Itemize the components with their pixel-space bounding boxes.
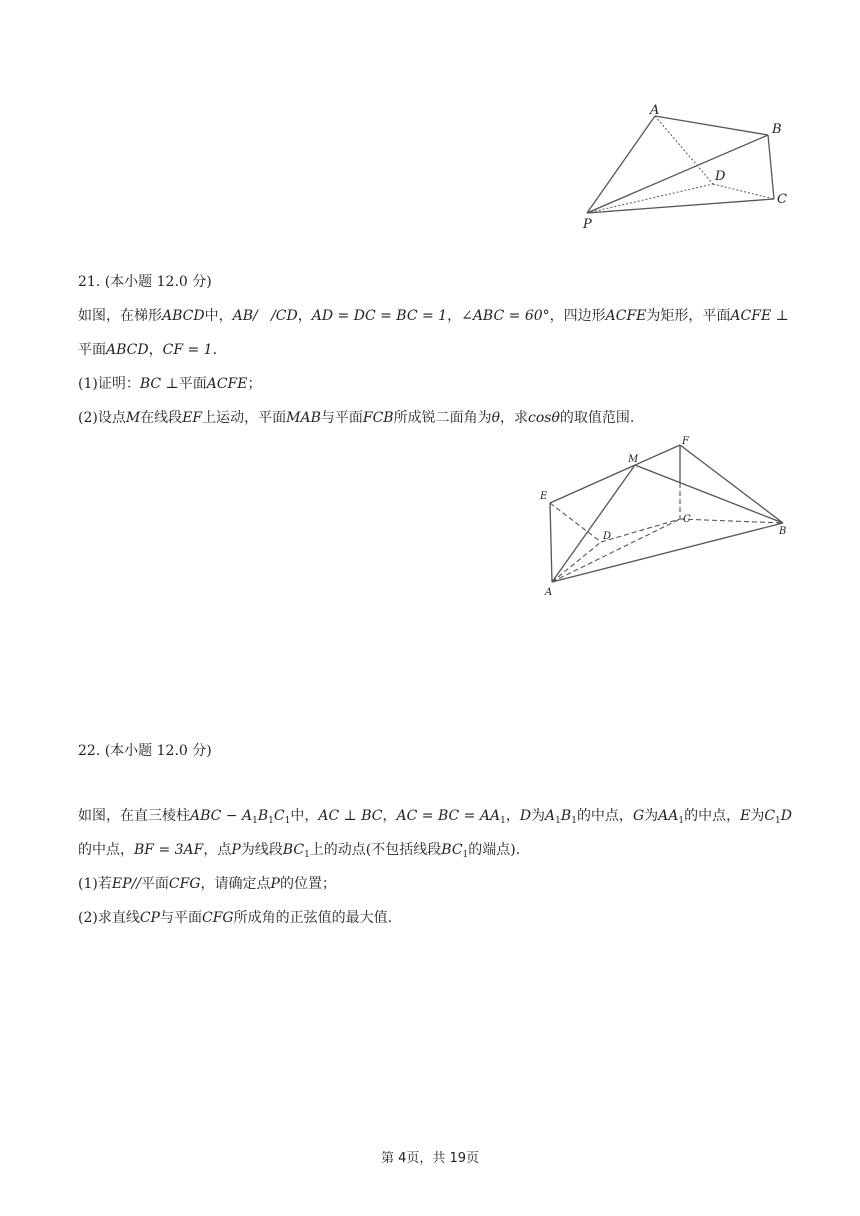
edge-ED	[550, 503, 601, 542]
label-A: A	[545, 587, 553, 598]
figure-pyramid	[570, 95, 800, 240]
q21-header: 21. (本小题 12.0 分)	[78, 274, 212, 290]
edge-AC	[552, 519, 680, 582]
q21-line2: 平面ABCD，CF = 1.	[78, 342, 218, 358]
edge-BC	[768, 135, 774, 199]
q22-part1: (1)若EP//平面CFG，请确定点P的位置；	[78, 876, 336, 892]
q22-line2: 的中点，BF = 3AF，点P为线段$BC_1$上的动点(不包括线段$BC_1$的端点).	[78, 842, 521, 860]
edge-CB	[680, 519, 783, 523]
edge-AB	[655, 116, 768, 135]
label-E: E	[540, 491, 548, 502]
label-A: A	[650, 103, 660, 118]
edge-FB	[680, 445, 783, 523]
edge-MB	[635, 465, 783, 523]
q22-header: 22. (本小题 12.0 分)	[78, 743, 212, 759]
label-M: M	[628, 454, 639, 465]
edge-DC	[713, 184, 774, 199]
label-F: F	[682, 436, 689, 447]
edge-EA	[550, 503, 552, 582]
q21-line1: 如图，在梯形ABCD中，AB/ /CD，AD = DC = BC = 1，∠ABC = 60°，四边形ACFE为矩形，平面ACFE ⊥	[78, 308, 789, 324]
label-D: D	[603, 531, 612, 542]
label-B: B	[779, 526, 787, 537]
label-C: C	[683, 514, 691, 525]
figure-trapezoid-rectangle	[535, 435, 795, 600]
edge-AB	[552, 523, 783, 582]
q22-part2: (2)求直线CP与平面CFG所成角的正弦值的最大值.	[78, 910, 393, 926]
label-P: P	[583, 217, 592, 232]
q21-part2: (2)设点M在线段EF上运动，平面MAB与平面FCB所成锐二面角为θ，求cosθ的取值范围.	[78, 410, 635, 426]
label-B: B	[772, 122, 782, 137]
q22-line1: 如图，在直三棱柱ABC − $A_1B_1C_1$中，AC ⊥ BC，AC = BC = $AA_1$，D为$A_1B_1$的中点，G为$AA_1$的中点，E为$C_1D$	[78, 808, 793, 826]
q21-part1: (1)证明：BC ⊥平面ACFE；	[78, 376, 262, 392]
label-D: D	[715, 169, 726, 184]
edge-AD	[655, 116, 713, 184]
page-footer: 第 4页，共 19页	[380, 1151, 480, 1166]
label-C: C	[777, 192, 787, 207]
